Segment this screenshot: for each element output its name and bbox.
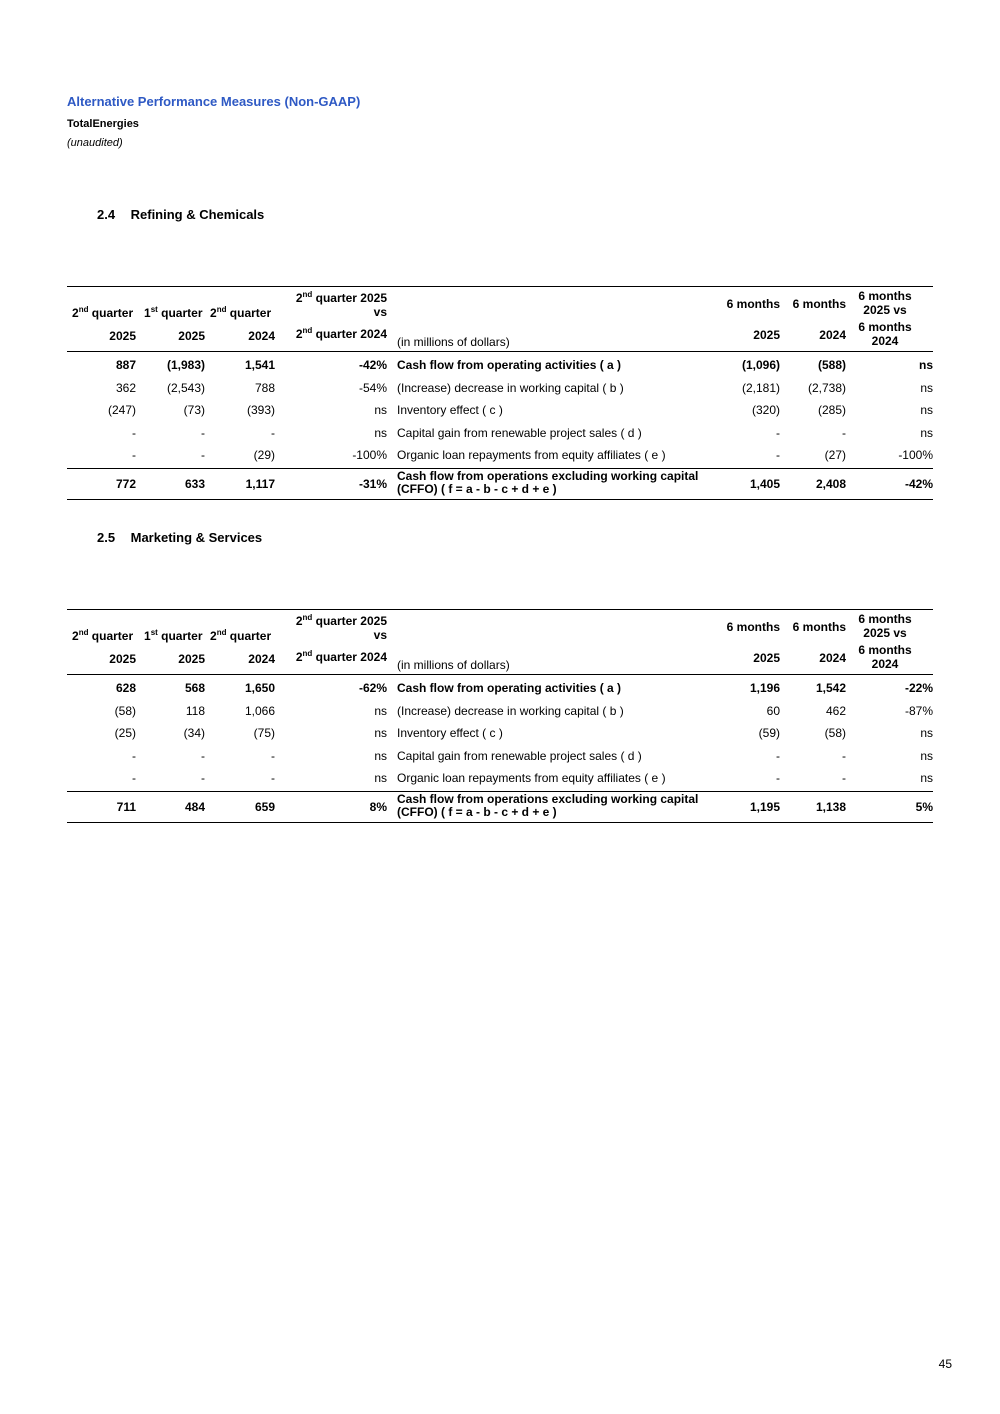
section-number: 2.5	[97, 530, 116, 545]
section-title-refining	[97, 207, 264, 222]
variation-line-3: quarter 2024	[312, 327, 387, 341]
six-months-2024-value: 462	[825, 703, 846, 718]
six-var-line-3: 6 months	[858, 320, 912, 334]
unaudited-note: (unaudited)	[67, 137, 123, 149]
table-row	[67, 722, 933, 745]
six-months-variation-value: 5%	[915, 799, 933, 814]
col-header-q2-2025	[72, 306, 133, 320]
quarter-variation-value: -42%	[358, 358, 387, 372]
q2-2024-value: 659	[254, 799, 275, 814]
six-months-2025-value: (59)	[758, 726, 780, 741]
table-row	[67, 444, 933, 467]
row-label: Capital gain from renewable project sales ( d )	[397, 425, 642, 440]
six-months-variation-value: ns	[920, 403, 933, 418]
col-header-6-months: 6 months	[792, 297, 846, 311]
row-label: Cash flow from operations excluding working capital (CFFO) ( f = a - b - c + d + e )	[397, 468, 699, 496]
q2-2024-value: 1,541	[244, 358, 275, 372]
table-row	[67, 677, 933, 700]
quarter-variation-value: 8%	[369, 799, 387, 814]
six-months-variation-value: -87%	[904, 703, 933, 718]
units-label: (in millions of dollars)	[397, 335, 510, 349]
six-months-2025-value: (320)	[751, 403, 780, 418]
col-header-6-months: 6 months	[726, 620, 780, 634]
quarter-number: 2	[295, 650, 303, 664]
six-months-2025-value: (1,096)	[741, 358, 780, 372]
section-name: Refining & Chemicals	[130, 207, 265, 222]
row-label: Organic loan repayments from equity affiliates ( e )	[397, 771, 666, 786]
q2-2025-value: 711	[116, 799, 136, 814]
col-header-year: 2025	[178, 329, 205, 343]
quarter-ordinal: nd	[78, 305, 89, 314]
quarter-ordinal: nd	[302, 326, 313, 335]
quarter-ordinal: st	[150, 305, 158, 314]
six-var-line-2: 2025 vs	[863, 303, 907, 317]
col-header-year: 2025	[109, 652, 136, 666]
col-header-year: 2024	[248, 329, 275, 343]
quarter-number: 2	[210, 306, 217, 320]
col-header-6-months-variation	[845, 289, 925, 348]
quarter-word: quarter	[226, 629, 272, 643]
q2-2025-value: (25)	[114, 726, 136, 741]
row-label: (Increase) decrease in working capital ( b )	[397, 703, 624, 718]
six-months-2024-value: 1,542	[815, 681, 846, 695]
q2-2024-value: 1,066	[244, 703, 275, 718]
q2-2024-value: -	[271, 771, 275, 786]
marketing-services-table	[67, 609, 933, 823]
six-months-variation-value: ns	[920, 425, 933, 440]
six-months-2024-value: -	[842, 771, 846, 786]
col-header-q2-2025	[72, 629, 133, 643]
row-label: Cash flow from operations excluding working capital (CFFO) ( f = a - b - c + d + e )	[397, 791, 699, 819]
q2-2024-value: 1,650	[244, 681, 275, 695]
six-months-variation-value: -42%	[904, 476, 933, 491]
section-number: 2.4	[97, 207, 116, 222]
q1-2025-value: (2,543)	[166, 380, 205, 395]
six-months-2024-value: (588)	[817, 358, 846, 372]
col-header-variation-base	[296, 650, 387, 664]
table-total-row	[67, 791, 933, 823]
quarter-ordinal: nd	[216, 628, 227, 637]
q2-2024-value: -	[271, 748, 275, 763]
quarter-number: 2	[210, 629, 217, 643]
variation-line-1: quarter 2025	[312, 291, 387, 305]
q2-2025-value: 362	[115, 380, 136, 395]
q1-2025-value: 633	[184, 476, 205, 491]
table-total-row	[67, 468, 933, 500]
six-var-line-1: 6 months	[858, 289, 912, 303]
col-header-year: 2024	[819, 651, 846, 665]
table-row	[67, 745, 933, 768]
quarter-variation-value: ns	[374, 425, 387, 440]
six-var-line-3: 6 months	[858, 643, 912, 657]
six-months-2024-value: (58)	[824, 726, 846, 741]
quarter-number: 2	[72, 306, 79, 320]
q2-2025-value: (58)	[114, 703, 136, 718]
q2-2024-value: 788	[254, 380, 275, 395]
q2-2024-value: (393)	[246, 403, 275, 418]
six-months-2025-value: -	[776, 425, 780, 440]
quarter-number: 1	[144, 629, 151, 643]
row-label: Inventory effect ( c )	[397, 726, 503, 741]
quarter-number: 2	[295, 291, 303, 305]
col-header-6-months-variation	[845, 612, 925, 671]
table-row	[67, 354, 933, 377]
six-var-line-2: 2025 vs	[863, 626, 907, 640]
six-months-variation-value: ns	[920, 380, 933, 395]
q2-2025-value: 628	[115, 681, 136, 695]
quarter-ordinal: nd	[302, 649, 313, 658]
quarter-word: quarter	[88, 306, 134, 320]
six-months-2024-value: (2,738)	[807, 380, 846, 395]
company-name: TotalEnergies	[67, 118, 139, 130]
six-months-2024-value: 1,138	[815, 799, 846, 814]
q1-2025-value: (34)	[183, 726, 205, 741]
col-header-q1-2025	[144, 306, 203, 320]
six-months-2024-value: (27)	[824, 448, 846, 463]
six-months-2025-value: 1,405	[749, 476, 780, 491]
q1-2025-value: -	[201, 771, 205, 786]
col-header-year: 2025	[753, 328, 780, 342]
quarter-number: 1	[144, 306, 151, 320]
col-header-year: 2024	[819, 328, 846, 342]
table-row	[67, 767, 933, 790]
quarter-word: quarter	[157, 306, 203, 320]
quarter-variation-value: ns	[374, 771, 387, 786]
quarter-variation-value: ns	[374, 726, 387, 741]
six-months-variation-value: ns	[920, 726, 933, 741]
quarter-variation-value: ns	[374, 403, 387, 418]
q1-2025-value: 568	[184, 681, 205, 695]
q2-2024-value: -	[271, 425, 275, 440]
page-header-title: Alternative Performance Measures (Non-GAAP)	[67, 94, 361, 109]
six-months-2025-value: (2,181)	[741, 380, 780, 395]
quarter-ordinal: nd	[216, 305, 227, 314]
units-label: (in millions of dollars)	[397, 658, 510, 672]
q1-2025-value: -	[201, 748, 205, 763]
six-months-2025-value: 1,195	[749, 799, 780, 814]
quarter-ordinal: nd	[302, 613, 313, 622]
q2-2025-value: 772	[115, 476, 136, 491]
quarter-variation-value: ns	[374, 748, 387, 763]
col-header-6-months: 6 months	[726, 297, 780, 311]
row-label: Capital gain from renewable project sales ( d )	[397, 748, 642, 763]
table-header	[67, 609, 933, 675]
quarter-variation-value: -62%	[358, 681, 387, 695]
six-months-2025-value: -	[776, 771, 780, 786]
col-header-year: 2025	[109, 329, 136, 343]
page-number: 45	[938, 1357, 952, 1371]
col-header-year: 2025	[178, 652, 205, 666]
quarter-variation-value: -31%	[358, 476, 387, 491]
refining-chemicals-table	[67, 286, 933, 500]
row-label: (Increase) decrease in working capital ( b )	[397, 380, 624, 395]
variation-line-1: quarter 2025	[312, 614, 387, 628]
table-row	[67, 700, 933, 723]
q1-2025-value: 118	[185, 703, 205, 718]
q2-2024-value: (29)	[253, 448, 275, 463]
six-var-line-1: 6 months	[858, 612, 912, 626]
col-header-variation	[296, 614, 387, 642]
col-header-q2-2024	[210, 306, 271, 320]
q1-2025-value: (1,983)	[166, 358, 205, 372]
six-months-variation-value: ns	[918, 358, 933, 372]
col-header-year: 2024	[248, 652, 275, 666]
col-header-variation-base	[296, 327, 387, 341]
quarter-word: quarter	[88, 629, 134, 643]
q2-2025-value: -	[132, 425, 136, 440]
six-months-variation-value: ns	[920, 771, 933, 786]
q2-2025-value: -	[132, 748, 136, 763]
row-label: Cash flow from operating activities ( a )	[397, 358, 622, 372]
quarter-word: quarter	[157, 629, 203, 643]
q2-2024-value: (75)	[253, 726, 275, 741]
variation-line-2: vs	[373, 628, 387, 642]
six-months-2025-value: -	[776, 448, 780, 463]
section-name: Marketing & Services	[130, 530, 263, 545]
q1-2025-value: -	[201, 448, 205, 463]
q2-2025-value: (247)	[107, 403, 136, 418]
six-months-2025-value: 1,196	[749, 681, 780, 695]
table-row	[67, 399, 933, 422]
q1-2025-value: 484	[184, 799, 205, 814]
q2-2025-value: 887	[115, 358, 136, 372]
table-header	[67, 286, 933, 352]
q2-2025-value: -	[132, 771, 136, 786]
quarter-variation-value: ns	[374, 703, 387, 718]
six-months-2025-value: -	[776, 748, 780, 763]
table-body	[67, 677, 933, 823]
q2-2025-value: -	[132, 448, 136, 463]
six-months-variation-value: ns	[920, 748, 933, 763]
variation-line-3: quarter 2024	[312, 650, 387, 664]
col-header-6-months: 6 months	[792, 620, 846, 634]
variation-line-2: vs	[373, 305, 387, 319]
table-row	[67, 377, 933, 400]
quarter-variation-value: -54%	[358, 380, 387, 395]
table-body	[67, 354, 933, 500]
q1-2025-value: (73)	[183, 403, 205, 418]
quarter-ordinal: nd	[302, 290, 313, 299]
six-var-line-4: 2024	[871, 657, 899, 671]
quarter-ordinal: st	[150, 628, 158, 637]
quarter-number: 2	[295, 327, 303, 341]
row-label: Cash flow from operating activities ( a )	[397, 681, 622, 695]
q2-2024-value: 1,117	[245, 476, 275, 491]
col-header-variation	[296, 291, 387, 319]
col-header-q1-2025	[144, 629, 203, 643]
row-label: Inventory effect ( c )	[397, 403, 503, 418]
quarter-number: 2	[72, 629, 79, 643]
row-label: Organic loan repayments from equity affiliates ( e )	[397, 448, 666, 463]
six-months-2024-value: -	[842, 425, 846, 440]
quarter-ordinal: nd	[78, 628, 89, 637]
six-months-2024-value: (285)	[817, 403, 846, 418]
six-months-2025-value: 60	[766, 703, 780, 718]
six-months-variation-value: -100%	[898, 448, 933, 463]
quarter-variation-value: -100%	[352, 448, 387, 463]
col-header-year: 2025	[753, 651, 780, 665]
six-months-2024-value: 2,408	[815, 476, 846, 491]
col-header-q2-2024	[210, 629, 271, 643]
six-months-2024-value: -	[842, 748, 846, 763]
six-months-variation-value: -22%	[904, 681, 933, 695]
six-var-line-4: 2024	[871, 334, 899, 348]
quarter-word: quarter	[226, 306, 272, 320]
q1-2025-value: -	[201, 425, 205, 440]
quarter-number: 2	[295, 614, 303, 628]
section-title-marketing	[97, 530, 262, 545]
table-row	[67, 422, 933, 445]
